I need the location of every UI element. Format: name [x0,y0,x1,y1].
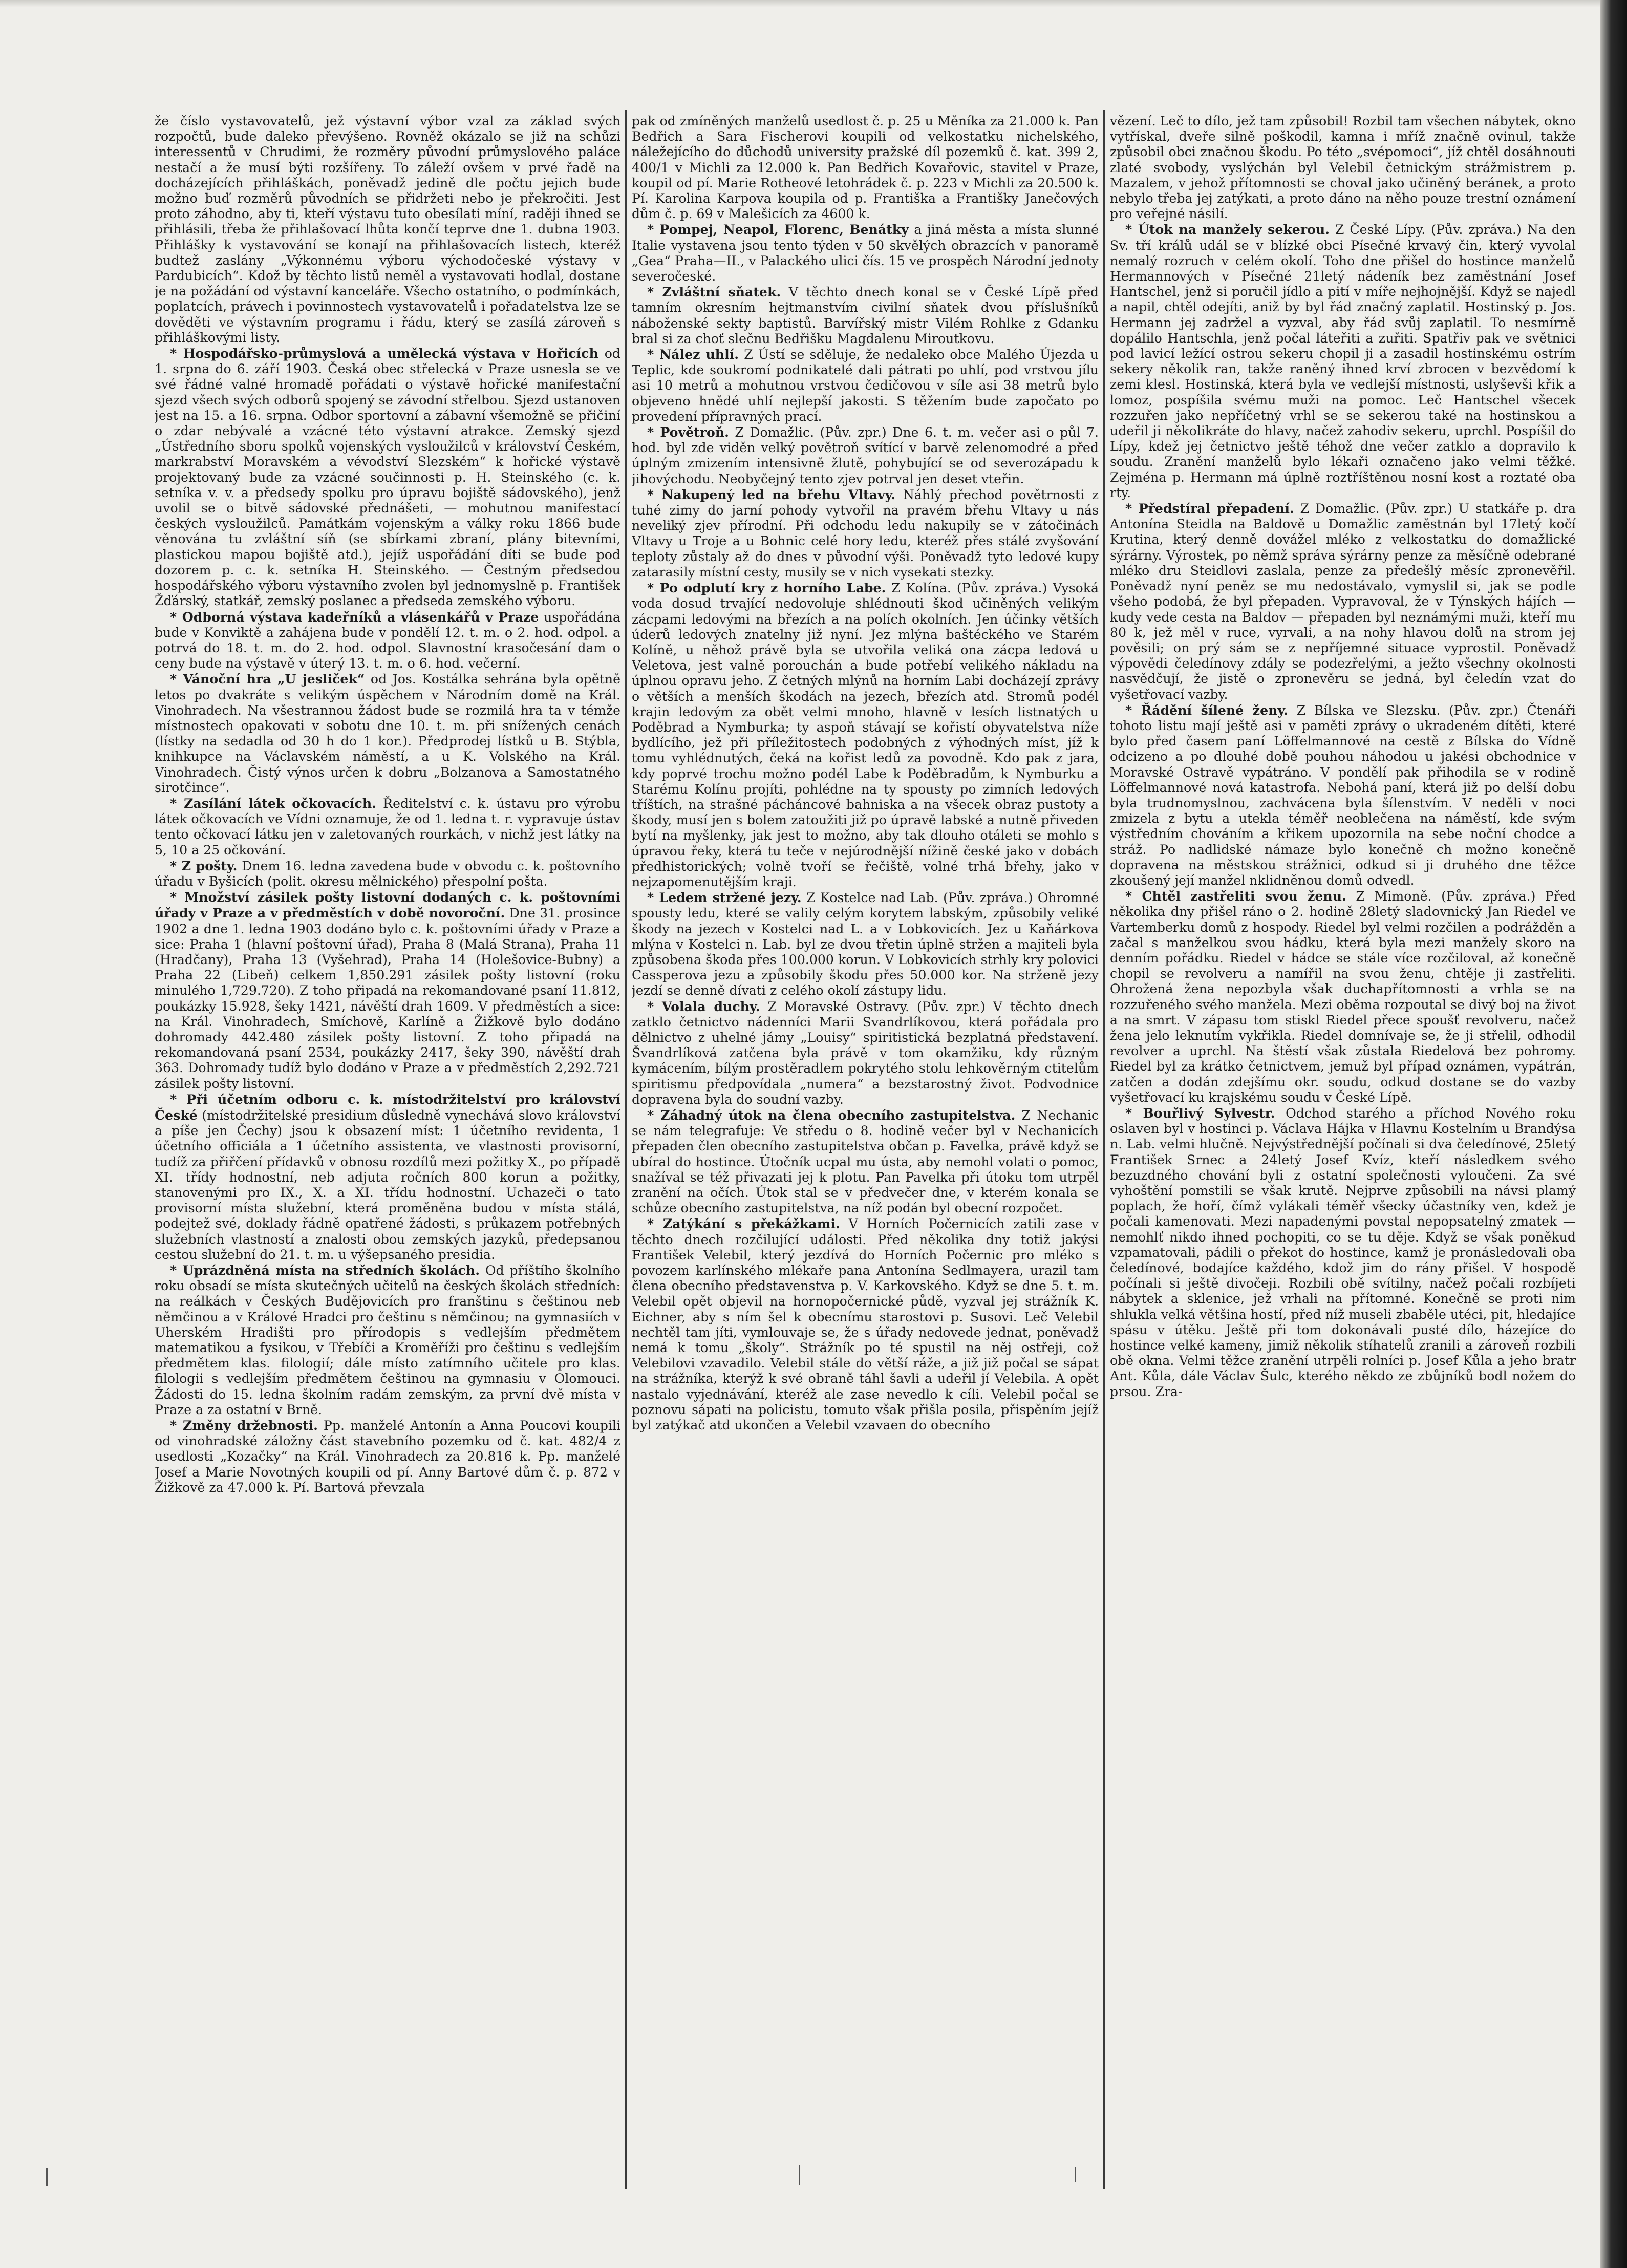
article-text: Z Kolína. (Pův. zpráva.) Vysoká voda dosud trvající nedovoluje shlédnouti škod učiněných velikým zácpami ledovými na březích a na polích okolních. Jen účinky větších úderů ledových znatelny již nyní. Jez mlýna baštéckého ve Starém Kolíně, u něhož právě byla se utvořila veliká ona zácpa ledová u Veletova, jest valně porouchán a bude potřebí velikého nákladu na úplnou opravu jeho. Z četných mlýnů na horním Labi docházejí zprávy o větších a menších škodách na jezech, březích atd. Stromů podél krajin ledovým za obět velmi mnoho, hlavně v lesích listnatých u Poděbrad a Nymburka; ty aspoň stávají se kořistí obyvatelstva níže bydlícího, jež při příležitostech podobných z výhodných míst, jíž k tomu vyhlédnutých, čeká na kořist ledů za povodně. Kdo pak z jara, kdy poprvé trochu možno podél Labe k Poděbradům, k Nymburku a Starému Kolínu projíti, pohlédne na ty spousty po zimních ledových tříštích, na strašné pácháncové bahniska a na všecek obraz pustoty a škody, musí jen s bolem zatoužiti již po úpravě labské a nutně přiveden bytí na myšlenky, jak jest to možno, aby tak dlouho otáleti se mohlo s úpravou řeky, která tu teče v nejúrodnější nížině české jako v dobách předhistorických; volně tvoří se řečiště, volné trhá břehy, jako v nejzapomenutějším kraji. [632,581,1099,889]
article-paragraph [1110,702,1576,888]
article-paragraph [1110,1105,1576,1400]
article-text: Ředitelství c. k. ústavu pro výrobu látek očkovacích ve Vídni oznamuje, že od 1. ledna t. r. vypravuje ústav tento očkovací látku jen v zaletovaných rourkách, v nichž jest látky na 5, 10 a 25 očkování. [155,796,620,858]
article-headline: * Povětroň. [647,424,729,440]
article-paragraph [632,580,1099,890]
article-headline: * Vánoční hra „U jesliček“ [170,671,365,687]
column-rule [1103,110,1105,2189]
article-paragraph [632,1216,1099,1433]
article-paragraph [632,284,1099,347]
article-headline: * Volala duchy. [647,998,760,1014]
article-text: pak od zmíněných manželů usedlost č. p. 25 u Měníka za 21.000 k. Pan Bedřich a Sara Fischerovi koupili od velkostatku nichelského, náležejícího do důchodů university pražské díl pozemků č. kat. 399 2, 400/1 v Michli za 12.000 k. Pan Bedřich Kovařovic, stavitel v Praze, koupil od pí. Marie Rotheové letohrádek č. p. 223 v Michli za 20.500 k. Pí. Karolina Karpova koupila od p. Františka a Františky Janečových dům č. p. 69 v Malešicích za 4600 k. [632,114,1099,222]
article-headline: * Záhadný útok na člena obecního zastupitelstva. [647,1107,1016,1123]
article-paragraph [632,424,1099,487]
article-paragraph [1110,222,1576,501]
article-text: Od příštího školního roku obsadí se místa skutečných učitelů na českých školách středních: na reálkách v Českých Budějovicích pro franštinu s češtinou neb němčinou a v Králové Hradci pro češtinu s němčinou; na gymnasiích v Uherském Hradišti pro přírodopis s vedlejším předmětem matematikou a fysikou, v Třebíči a Kroměříži pro češtinu s vedlejším předmětem klas. filologií; dále místo zatímního učitele pro klas. filologii s vedlejším předmětem češtinou na gymnasiu v Olomouci. Žádosti do 15. ledna školním radám zemským, za první dvě místa v Praze a za ostatní v Brně. [155,1263,620,1417]
article-headline: * Změny držebnosti. [170,1418,318,1433]
article-paragraph [1110,114,1576,222]
article-text: a jiná města a místa slunné Italie vystavena jsou tento týden v 50 skvělých obrazcích v panoramě „Gea“ Praha—II., v Palackého ulici čís. 15 ve prospěch Národní jednoty severočeské. [632,222,1099,284]
article-text: (místodržitelské presidium důsledně vynechává slovo království a píše jen Čechy) jsou k obsazení míst: 1 účetního revidenta, 1 účetního officiála a 1 účetního assistenta, ve vlastnosti provisorní, tudíž za přiřčení přídavků v obnosu rozdílů mezi požitky X., po případě XI. třídy hodnostní, neb adjuta ročních 800 korun a požitky, stanovenými pro IX., X. a XI. třídu hodnostní. Uchazeči o tato provisorní místa služební, která proměněna budou v místa stálá, podejtež své, doklady řádně opatřené žádosti, s průkazem potřebných služebních vlastností a znalosti obou zemských jazyků, předepsanou cestou služební do 21. t. m. u výšepsaného presidia. [155,1108,620,1262]
article-paragraph [632,222,1099,284]
article-headline: * Z pošty. [170,858,238,873]
page-right-edge-shadow [1600,0,1627,2268]
article-paragraph [632,890,1099,998]
page-top-edge [0,0,1627,7]
scan-mark [1075,2167,1076,2182]
article-paragraph [632,114,1099,222]
column-rule [625,110,627,2189]
article-paragraph [155,889,620,1092]
article-text: uspořádána bude v Konviktě a zahájena bude v pondělí 12. t. m. o 2. hod. odpol. a potrvá do 18. t. m. do 2. hod. odpol. Slavnostní krasočesání dam o ceny bude na výstavě v úterý 13. t. m. o 6. hod. večerní. [155,609,620,671]
scan-mark [799,2165,800,2185]
article-headline: * Útok na manžely sekerou. [1125,222,1330,238]
article-text: Z Moravské Ostravy. (Pův. zpr.) V těchto dnech zatklo četnictvo nádenníci Marii Svandrlíkovou, která pořádala pro dělnictvo z uhelné jámy „Louisy“ spiritistická bezplatná představení. Švandrlíková zatčena byla právě v tom okamžiku, kdy různým kymácením, bílým prostěradlem pokrytého stolu lehkověrným ctitelům spiritismu předpovídala „numera“ a bezstarostný život. Podvodnice dopravena byla do soudní vazby. [632,999,1099,1107]
article-paragraph [1110,501,1576,702]
article-paragraph [155,346,620,609]
article-headline: * Ledem stržené jezy. [647,890,802,906]
article-text: Z Mimoně. (Pův. zpráva.) Před několika dny přišel ráno o 2. hodině 28letý sladovnický Jan Riedel ve Vartemberku domů z hospody. Riedel byl velmi rozčilen a podrážděn a začal s manželkou svou hádku, která byla mezi manžely skoro na denním pořádku. Riedel v hádce se stále více rozčiloval, až konečně chopil se revolveru a namířil na svou ženu, chtěje ji zastřeliti. Ohrožená žena nepozbyla však duchapřítomnosti a vrhla se na rozzuřeného svého manžela. Mezi oběma rozpoutal se divý boj na život a na smrt. V zápasu tom stiskl Riedel přece spoušť revolveru, načež žena jelo leknutím vykřikla. Riedel domnívaje se, že ji střelil, odhodil revolver a uprchl. Na štěstí však zůstala Riedelová bez pohromy. Riedel byl za krátko četnictvem, jemuž byl případ oznámen, vypátrán, zatčen a dodán zdejšímu okr. soudu, odkud dostane se do vazby vyšetřovací ku krajskému soudu v České Lípě. [1110,889,1576,1105]
article-paragraph [632,347,1099,424]
article-headline: * Po odplutí kry z horního Labe. [647,580,886,596]
article-text: od Jos. Kostálka sehrána byla opětně letos po dvakráte s velikým úspěchem v Národním domě na Král. Vinohradech. Na všestrannou žádost bude se rozmilá hra ta v témže místnostech opakovati v sobotu dne 10. t. m. při snížených cenách (lístky na sedadla od 30 h do 1 kor.). Předprodej lístků u B. Stýbla, knihkupce na Václavském náměstí, a u K. Volského na Král. Vinohradech. Čistý výnos určen k dobru „Bolzanova a Samostatného sirotčince“. [155,672,620,795]
article-headline: * Zatýkání s překážkami. [647,1216,840,1232]
article-headline: * Řádění šílené ženy. [1125,702,1288,718]
article-paragraph [632,487,1099,580]
article-headline: * Bouřlivý Sylvestr. [1125,1105,1275,1121]
column-3 [1110,114,1576,2182]
article-text: Z Nechanic se nám telegrafuje: Ve středu o 8. hodině večer byl v Nechanicích přepaden člen obecního zastupitelstva občan p. Favelka, právě když se ubíral do hostince. Útočník ucpal mu ústa, aby nemohl volati o pomoc, snažíval se též přivazati jej k plotu. Pan Pavelka při útoku tom utrpěl zranění na očích. Útok stal se v předvečer dne, v kterém konala se schůze obecního zastupitelstva, na níž podán byl obecní rozpočet. [632,1108,1099,1216]
article-paragraph [155,1263,620,1418]
column-2 [632,114,1099,2182]
scan-mark [46,2168,48,2186]
article-text: že číslo vystavovatelů, jež výstavní výbor vzal za základ svých rozpočtů, bude daleko převýšeno. Rovněž okázalo se již na schůzi interessentů v Chrudimi, že rozměry původní průmyslového paláce nestačí a že musí býti rozšířeny. To záleží ovšem v prvé řadě na docházejících přihláškách, poněvadž jedině dle počtu jejich bude možno buď rozměrů původních se přidržeti nebo je překročiti. Jest proto záhodno, aby ti, kteří výstavu tuto obesílati míní, raději ihned se přihlásili, třeba že přihlašovací lhůta končí teprve dne 1. dubna 1903. Přihlášky k vystavování se konají na přihlašovacích listech, kteréž budtež zaslány „Výkonnému výboru východočeské výstavy v Pardubicích“. Kdož by těchto listů neměl a vystavovati hodlal, dostane je na požádání od výstavní kanceláře. Všecho ostatního, o podmínkách, poplatcích, právech i povinnostech vystavovatelů i pořadatelstva lze se dověděti ve výstavním programu i řádu, který se zasílá zároveň s přihláškovými listy. [155,114,620,345]
article-text: Z České Lípy. (Pův. zpráva.) Na den Sv. tří králů udál se v blízké obci Písečné krvavý čin, který vyvolal nemalý rozruch v celém okolí. Toho dne přišel do hostince manželů Hermannových v Písečné 21letý nádeník bez zaměstnání Josef Hantschel, jenž si poručil jídlo a pití v míře nejhojnější. Když se najedl a napil, chtěl odejíti, aniž by byl řád značný zaplatil. Hostinský p. Jos. Hermann jej zadržel a vyzval, aby řád svůj zaplatil. To nesmírně dopálilo Hantschla, jenž počal láteřiti a zuřiti. Spatřiv pak ve světnici pod lavicí ležící ostrou sekeru chopil ji a zasadil hostinskému ostrím sekery několik ran, takže raněný ihned krví zbrocen v bezvědomí k zemi klesl. Hostinská, která byla ve vedlejší místnosti, uslyševši křik a lomoz, pospíšila svému muži na pomoc. Leč Hantschel všecek rozzuřen jako nepříčetný vrhl se se sekerou také na hostinskou a udeřil ji několikráte do hlavy, načež zahodiv sekeru, uprchl. Pospíšil do Lípy, kdež jej četnictvo ještě téhož dne večer zatklo a dopravilo k soudu. Zranění manželů bylo lékaři označeno jako velmi těžké. Zejména p. Hermann má úplně roztříštěnou nosní kost a roztaté oba rty. [1110,222,1576,500]
article-headline: * Odborná výstava kadeřníků a vlásenkářů v Praze [170,609,539,625]
article-text: Pp. manželé Antonín a Anna Poucovi koupili od vinohradské záložny část stavebního pozemku od č. kat. 482/4 z usedlosti „Kozačky“ na Král. Vinohradech za 20.816 k. Pp. manželé Josef a Marie Novotných koupili od pí. Anny Bartové dům č. p. 872 v Žižkově za 47.000 k. Pí. Bartová převzala [155,1418,620,1495]
article-headline: * Při účetním odboru c. k. místodržitelství pro království České [155,1091,620,1123]
article-text: Z Ústí se sděluje, že nedaleko obce Malého Újezda u Teplic, kde soukromí podnikatelé dali pátrati po uhlí, pod vrstvou jílu asi 10 metrů a mohutnou vrstvou čedičovou v síle asi 38 metrů bylo objeveno hnědé uhlí nejlepší jakosti. S těžením bude započato po provedení přípravných prací. [632,347,1099,424]
article-paragraph [632,1107,1099,1216]
article-paragraph [155,1092,620,1263]
article-text: Náhlý přechod povětrnosti z tuhé zimy do jarní pohody vytvořil na pravém břehu Vltavy u nás neveliký zjev přírodní. Při odchodu ledu nakupily se v zátočinách Vltavy u Troje a u Bohnic celé hory ledu, kteréž přes stálé zvyšování teploty zůstaly až do dnes v původní výši. Poněvadž tyto ledové kupy zatarasily místní cesty, musily se v nich vysekati stezky. [632,487,1099,580]
column-1 [155,114,620,2182]
article-paragraph [155,1418,620,1495]
article-text: Z Domažlic. (Pův. zpr.) U statkáře p. dra Antonína Steidla na Baldově u Domažlic zaměstnán byl 17letý kočí Krutina, který denně dovážel mléko z velkostatku do domažlické sýrárny. Výrostek, po němž správa sýrárny penze za měsíčně odebrané mléko dru Steidlovi zaslala, penze za předešlý měsíc zpronevěřil. Poněvadž nyní peněz se mu nedostávalo, vymyslil si, jak se podle všeho podobá, že byl přepaden. Vypravoval, že v Týnských hájích — kudy vede cesta na Baldov — přepaden byl neznámými muži, kteří mu 80 k, jež měl v ruce, vyrvali, a na nohy hlavou dolů na strom jej pověsili; on prý sám se z nepříjemné situace vyprostil. Poněvadž výpovědi čeledínovy zdály se podezřelými, a ježto všechny okolnosti nasvědčují, že jistě o zpronevěru se jedná, byl čeledín vzat do vyšetřovací vazby. [1110,501,1576,702]
article-text: Odchod starého a příchod Nového roku oslaven byl v hostinci p. Václava Hájka v Hlavnu Kostelním u Brandýsa n. Lab. velmi hlučně. Nejvýstřednější počínali si dva čeledínové, 25letý František Srnec a 24letý Josef Kvíz, kteří následkem svého bezuzdného chování byli z ostatní společnosti vyloučeni. Za své vyhoštění pomstili se však krutě. Nejprve způsobili na návsi plamý poplach, že hoří, čímž vylákali téměř všecky účastníky ven, kdež je počali kamenovati. Mezi napadenými povstal nepopsatelný zmatek — nemohlť nikdo ihned pochopiti, co se tu děje. Když se však poněkud vzpamatovali, pádili o překot do hostince, kamž je pronásledovali oba čeledínové, bodajíce každého, kdož jim do rány přišel. V hospodě počínali si ještě divočeji. Rozbili obě svítilny, načež počali rozbíjeti nábytek a sklenice, jež vrhali na přítomné. Konečně se proti nim shlukla velká většina hostí, před níž museli zbaběle utéci, pit, hledajíce spásu v útěku. Ještě při tom dokonávali pusté dílo, házejíce do hostince velké kameny, jimiž několik stíhatelů zranili a zároveň rozbili obě okna. Velmi těžce zranění utrpěli rolníci p. Josef Kůla a jeho bratr Ant. Kůla, dále Václav Šulc, kterého někdo ze zbůjníků bodl nožem do prsou. Zra- [1110,1106,1576,1399]
article-paragraph [155,796,620,858]
article-paragraph [155,858,620,889]
article-headline: * Nakupený led na břehu Vltavy. [647,486,896,502]
article-text: V Horních Počernicích zatili zase v těchto dnech rozčilující události. Před několika dny totiž jakýsi František Velebil, který jezdívá do Horních Počernic pro mléko s povozem karlínského mlékaře pana Antonína Sedlmayera, urazil tam člena obecního představenstva p. V. Karkovského. Když se dne 5. t. m. Velebil opět objevil na hornopočernické půdě, vyzval jej strážník K. Eichner, aby s ním šel k obecnímu starostovi p. Susovi. Leč Velebil nechtěl tam jíti, vymlouvaje se, že s úřady nedovede jednat, poněvadž nemá k tomu „školy“. Strážník po té spustil na něj ostřeji, což Velebilovi vzavadilo. Velebil stále do větší ráže, a již již počal se sápat na strážníka, kterýž k své obraně táhl šavli a udeřil jí Velebila. A opět nastalo vyjednávání, kteréž ale zase nevedlo k cíli. Velebil počal se poznovu sápati na policistu, tomuto však přišla posila, přispěním jejíž byl zatýkač atd ukončen a Velebil vzavaen do obecního [632,1216,1099,1433]
article-text: Dne 31. prosince 1902 a dne 1. ledna 1903 dodáno bylo c. k. poštovními úřady v Praze a sice: Praha 1 (hlavní poštovní úřad), Praha 8 (Malá Strana), Praha 11 (Hradčany), Praha 13 (Vyšehrad), Praha 14 (Holešovice-Bubny) a Praha 22 (Libeň) celkem 1,850.291 zásilek pošty listovní (roku minulého 1,729.720). Z toho připadá na rekomandované psaní 11.812, poukázky 15.928, šeky 1421, návěští drah 1609. V předměstích a sice: na Král. Vinohradech, Smíchově, Karlíně a Žižkově bylo dodáno dohromady 442.480 zásilek pošty listovní. Z toho připadá na rekomandovaná psaní 2534, poukázky 2417, šeky 390, návěští drah 363. Dohromady tudíž bylo dodáno v Praze a v předměstích 2,292.721 zásilek pošty listovní. [155,906,620,1091]
article-paragraph [155,609,620,672]
article-text: vězení. Leč to dílo, jež tam způsobil! Rozbil tam všechen nábytek, okno vytřískal, dveře silně poškodil, kamna i mříž značně ovinul, takže způsobil obci značnou škodu. Po této „svépomoci“, jíž chtěl dosáhnouti zlaté svobody, vyslýchán byl Velebil četnickým strážmistrem p. Mazalem, v jehož přítomnosti se choval jako učiněný beránek, a proto nebylo třeba jej zatýkati, a proto dáno na něho pouze trestní oznámení pro veřejné násilí. [1110,114,1576,222]
article-text: Dnem 16. ledna zavedena bude v obvodu c. k. poštovního úřadu v Byšicích (polit. okresu mělnického) přespolní pošta. [155,858,620,889]
article-headline: * Nález uhlí. [647,347,739,362]
article-headline: * Zasílání látek očkovacích. [170,795,376,811]
article-paragraph [632,999,1099,1107]
article-headline: * Hospodářsko-průmyslová a umělecká výstava v Hořicích [170,346,598,361]
article-paragraph [155,671,620,796]
article-headline: * Chtěl zastřeliti svou ženu. [1125,888,1346,904]
article-text: od 1. srpna do 6. září 1903. Česká obec střelecká v Praze usnesla se ve své řádné valné hromadě pořádati o výstavě hořické manifestační sjezd všech svých odborů spojený se závodní střelbou. Sjezd ustanoven jest na 15. a 16. srpna. Odbor sportovní a zábavní všemožně se přičiní o zdar nebývalé a vzácné této výstavní atrakce. Zemský sjezd „Ústředního sboru spolků vojenských vysloužilců v království Českém, markrabství Moravském a vévodství Slezském“ k hořické výstavě projektovaný bude za vzácné součinnosti p. H. Steinského (c. k. setníka v. v. a předsedy spolku pro úpravu bojiště sádovského), jenž uvolil se o bitvě sádovské přednášeti, — mohutnou manifestací českých vysloužilců. Památkám vojenským a války roku 1866 bude věnována tu zvláštní síň (se sbírkami zbraní, plány bitevními, plastickou mapou bojiště atd.), jejíž uspořádání díti se bude pod dozorem p. c. k. setníka H. Steinského. — Čestným předsedou hospodářského výboru výstavního zvolen byl jednomyslně p. František Žďárský, statkář, zemský poslanec a předseda zemského výboru. [155,346,620,609]
article-headline: * Uprázdněná místa na středních školách. [170,1263,480,1278]
article-paragraph [155,114,620,346]
article-headline: * Množství zásilek pošty listovní dodaných c. k. poštovními úřady v Praze a v předměstích v době novoroční. [155,889,620,921]
article-text: Z Domažlic. (Pův. zpr.) Dne 6. t. m. večer asi o půl 7. hod. byl zde viděn velký povětroň svítící v barvě zelenomodré a před úplným zmizením intensivně žlutě, pohybující se od severozápadu k jihovýchodu. Neobyčejný tento zjev potrval jen deset vteřin. [632,425,1099,486]
article-headline: * Pompej, Neapol, Florenc, Benátky [647,222,909,238]
article-text: Z Kostelce nad Lab. (Pův. zpráva.) Ohromné spousty ledu, které se valily celým korytem labským, způsobily veliké škody na jezech v Kostelci nad L. a v Lobkovicích. Jez u Kaňárkova mlýna v Kostelci n. Lab. byl ze dvou třetin úplně stržen a majiteli byla způsobena škoda přes 100.000 korun. V Lobkovicích strhly kry polovici Cassperova jezu a způsobily škodu přes 50.000 kor. Na strženě jezy jezdí se denně dívati z celého okolí zástupy lidu. [632,890,1099,998]
article-headline: * Zvláštní sňatek. [647,284,781,300]
article-paragraph [1110,888,1576,1105]
article-headline: * Předstíral přepadení. [1125,501,1294,517]
article-text: Z Bílska ve Slezsku. (Pův. zpr.) Čtenáři tohoto listu mají ještě asi v paměti zprávy o ukradeném dítěti, které bylo před časem paní Löffelmannové na cestě z Bílska do Vídně odcizeno a po dlouhé době pouhou náhodou u jakési obchodnice v Moravské Ostravě vypátráno. V pondělí pak přihodila se v rodině Löffelmannové nová katastrofa. Nebohá paní, která již po delší dobu byla trudnomyslnou, zachvácena byla šílenstvím. V neděli v noci zmizela z bytu a utekla téměř neoblečena na náměstí, kde svým výstředním chováním a křikem upozornila na sebe noční chodce a stráž. Po nadlidské námaze bylo konečně ch možno konečně dopravena na městskou strážnici, odkud si ji druhého dne těžce zkoušený její manžel nklidněnou domů odvedl. [1110,702,1576,888]
article-text: V těchto dnech konal se v České Lípě před tamním okresním hejtmanstvím civilní sňatek dvou příslušníků náboženské sekty baptistů. Barvířský mistr Vilém Rohlke z Gdanku bral si za choť slečnu Bedřišku Magdalenu Miroutkovu. [632,285,1099,346]
